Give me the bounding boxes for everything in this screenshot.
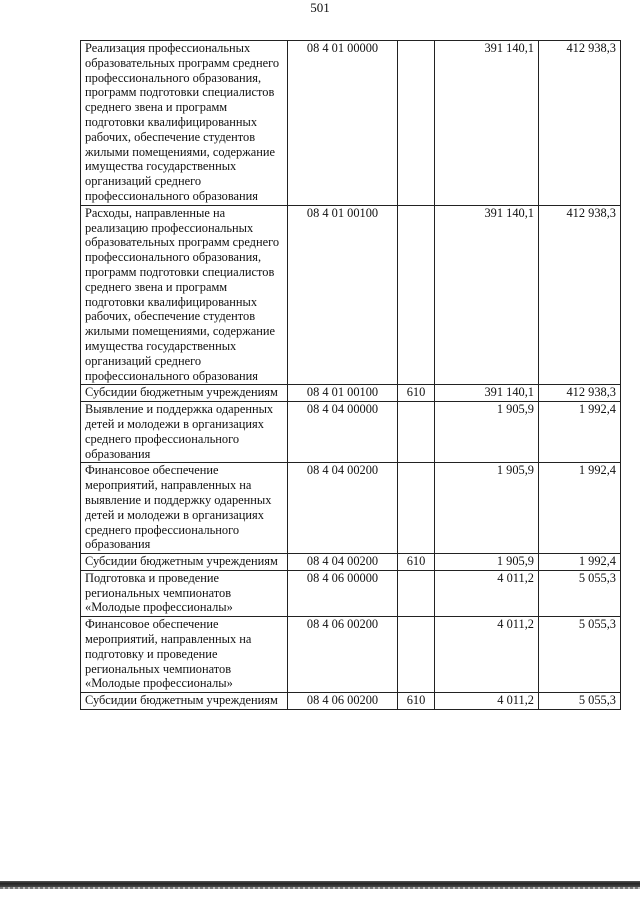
row-value-2: 5 055,3	[539, 617, 621, 693]
table-row	[81, 554, 621, 571]
row-expense-type	[398, 570, 435, 616]
table-row	[81, 205, 621, 385]
row-name: Финансовое обеспечение мероприятий, направленных на выявление и поддержку одаренных детей и молодежи в организациях среднего профессионального образования	[81, 463, 288, 554]
table-row	[81, 570, 621, 616]
row-expense-type: 610	[398, 554, 435, 571]
scan-edge-noise	[0, 887, 640, 889]
row-value-1: 1 905,9	[435, 554, 539, 571]
row-code: 08 4 01 00100	[288, 385, 398, 402]
page-number: 501	[310, 0, 330, 15]
row-value-2: 412 938,3	[539, 205, 621, 385]
row-value-2: 1 992,4	[539, 554, 621, 571]
table-row	[81, 463, 621, 554]
row-name: Субсидии бюджетным учреждениям	[81, 693, 288, 710]
row-code: 08 4 04 00200	[288, 554, 398, 571]
row-name: Выявление и поддержка одаренных детей и молодежи в организациях среднего профессионального образования	[81, 402, 288, 463]
row-expense-type	[398, 41, 435, 206]
row-expense-type	[398, 463, 435, 554]
row-value-1: 1 905,9	[435, 402, 539, 463]
row-expense-type	[398, 402, 435, 463]
row-code: 08 4 01 00000	[288, 41, 398, 206]
row-value-1: 4 011,2	[435, 693, 539, 710]
row-name: Финансовое обеспечение мероприятий, направленных на подготовку и проведение региональных чемпионатов «Молодые профессионалы»	[81, 617, 288, 693]
row-code: 08 4 06 00200	[288, 617, 398, 693]
row-expense-type	[398, 617, 435, 693]
row-code: 08 4 04 00200	[288, 463, 398, 554]
row-value-1: 4 011,2	[435, 570, 539, 616]
row-name: Расходы, направленные на реализацию профессиональных образовательных программ среднего профессионального образования, программ подготовки специалистов среднего звена и программ подготовки квалифицированных рабочих, обеспечение студентов жилыми помещениями, содержание имущества государственных организаций среднего профессионального образования	[81, 205, 288, 385]
row-expense-type: 610	[398, 693, 435, 710]
row-value-2: 5 055,3	[539, 693, 621, 710]
row-expense-type	[398, 205, 435, 385]
row-value-2: 1 992,4	[539, 402, 621, 463]
table-row	[81, 617, 621, 693]
row-value-2: 412 938,3	[539, 41, 621, 206]
table-row	[81, 402, 621, 463]
row-value-1: 1 905,9	[435, 463, 539, 554]
row-name: Реализация профессиональных образовательных программ среднего профессионального образования, программ подготовки специалистов среднего звена и программ подготовки квалифицированных рабочих, обеспечение студентов жилыми помещениями, содержание имущества государственных организаций среднего профессионального образования	[81, 41, 288, 206]
row-value-1: 391 140,1	[435, 41, 539, 206]
row-name: Субсидии бюджетным учреждениям	[81, 554, 288, 571]
row-expense-type: 610	[398, 385, 435, 402]
row-value-2: 412 938,3	[539, 385, 621, 402]
row-value-1: 391 140,1	[435, 205, 539, 385]
table-row	[81, 41, 621, 206]
row-value-2: 1 992,4	[539, 463, 621, 554]
row-code: 08 4 01 00100	[288, 205, 398, 385]
table-row	[81, 693, 621, 710]
table-row	[81, 385, 621, 402]
row-name: Субсидии бюджетным учреждениям	[81, 385, 288, 402]
row-name: Подготовка и проведение региональных чемпионатов «Молодые профессионалы»	[81, 570, 288, 616]
row-code: 08 4 04 00000	[288, 402, 398, 463]
row-code: 08 4 06 00200	[288, 693, 398, 710]
budget-table	[80, 40, 621, 710]
row-value-1: 391 140,1	[435, 385, 539, 402]
row-value-1: 4 011,2	[435, 617, 539, 693]
row-code: 08 4 06 00000	[288, 570, 398, 616]
row-value-2: 5 055,3	[539, 570, 621, 616]
